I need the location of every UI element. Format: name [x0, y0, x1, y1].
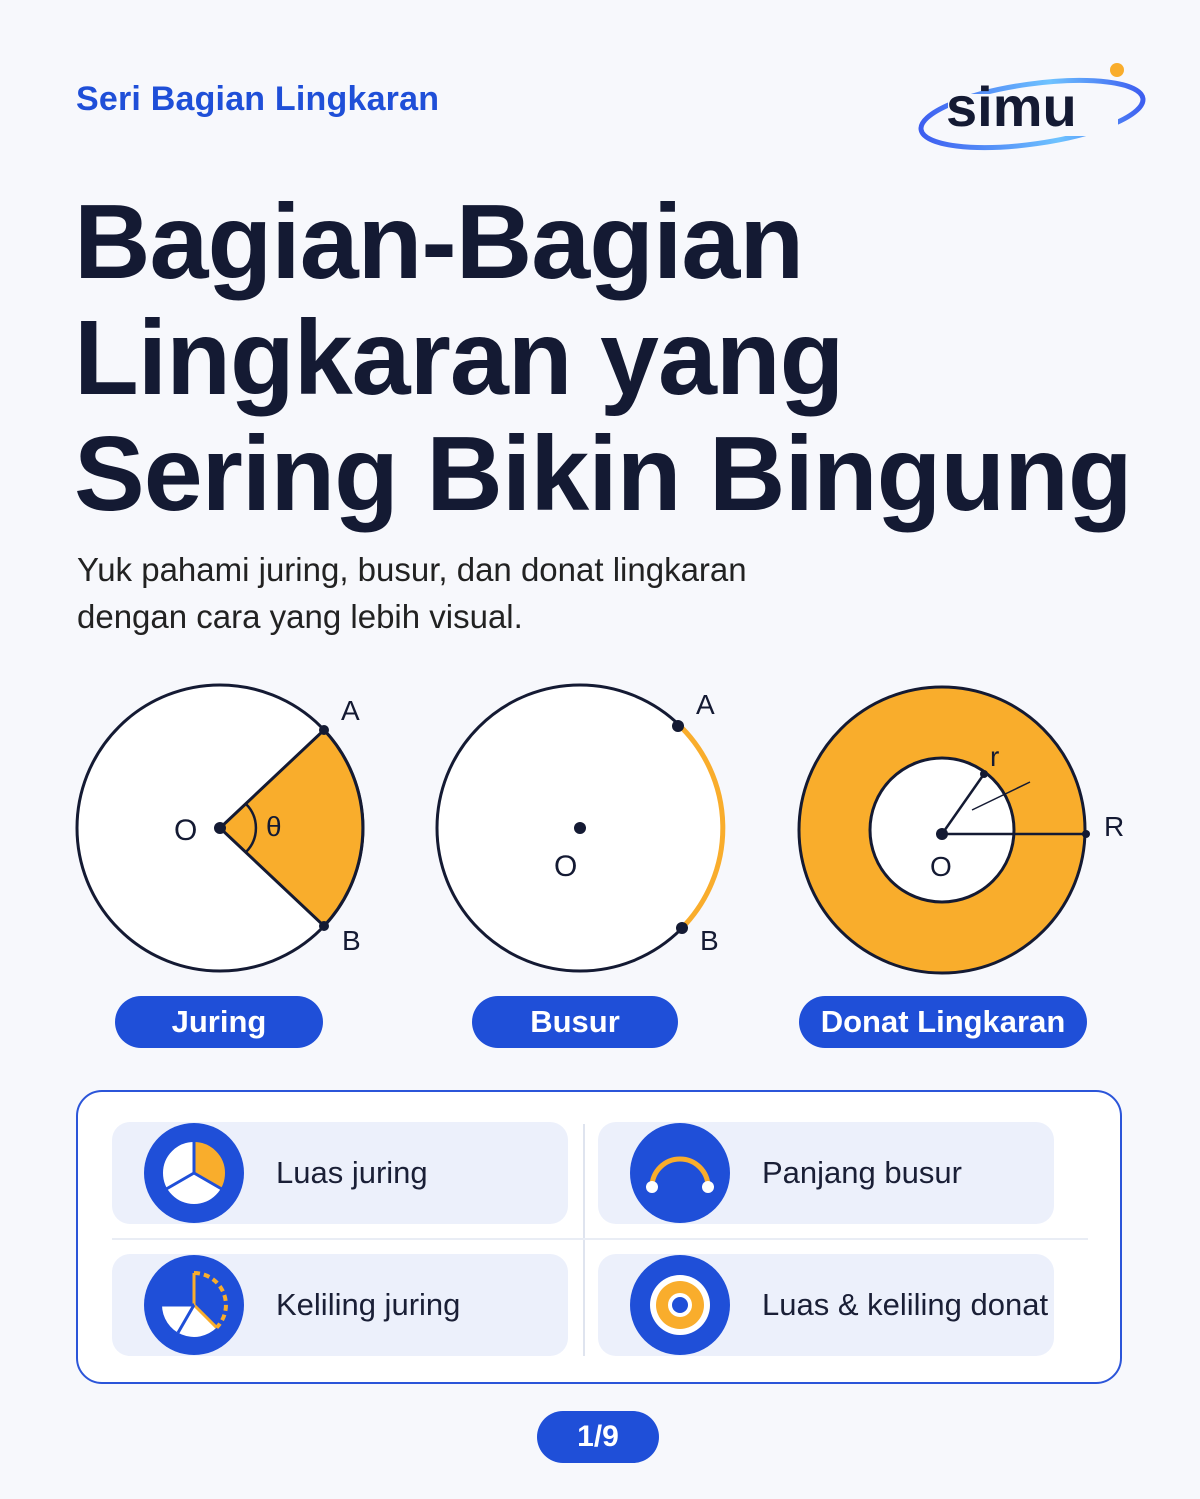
busur-diagram [430, 670, 760, 990]
page-indicator: 1/9 [537, 1411, 659, 1463]
juring-diagram [60, 670, 390, 990]
title-line: Sering Bikin Bingung [74, 415, 1132, 533]
arc-icon [630, 1123, 730, 1223]
point-b-label: B [342, 925, 361, 956]
ring-icon [630, 1255, 730, 1355]
inner-radius-label: r [990, 741, 1000, 772]
outer-radius-label: R [1104, 811, 1125, 842]
donat-label-pill: Donat Lingkaran [799, 996, 1087, 1048]
page-subtitle [77, 546, 977, 640]
topic-card-keliling-juring [112, 1254, 568, 1356]
page-title [74, 184, 1164, 532]
topic-card-luas-juring [112, 1122, 568, 1224]
point-b-label: B [700, 925, 719, 956]
topic-card-panjang-busur [598, 1122, 1054, 1224]
busur-label-pill: Busur [472, 996, 678, 1048]
title-line: Lingkaran yang [74, 299, 844, 417]
topic-label: Panjang busur [762, 1155, 962, 1190]
simu-logo [912, 56, 1156, 160]
angle-label: θ [266, 811, 282, 842]
logo-text: simu [946, 75, 1077, 138]
juring-label-pill: Juring [115, 996, 323, 1048]
donat-diagram [790, 670, 1140, 990]
topic-card-donat [598, 1254, 1054, 1356]
topics-panel [76, 1090, 1122, 1384]
topic-label: Luas juring [276, 1155, 428, 1190]
pie-sector-icon [144, 1123, 244, 1223]
topic-label: Luas & keliling donat [762, 1287, 1049, 1322]
subtitle-line: Yuk pahami juring, busur, dan donat lingkaran [77, 551, 747, 588]
title-line: Bagian-Bagian [74, 183, 804, 301]
subtitle-line: dengan cara yang lebih visual. [77, 598, 523, 635]
panel-horizontal-divider [112, 1238, 1088, 1240]
point-a-label: A [696, 689, 715, 720]
series-label: Seri Bagian Lingkaran [76, 80, 440, 118]
center-label: O [930, 851, 952, 882]
center-label: O [554, 850, 578, 883]
panel-vertical-divider [583, 1124, 585, 1356]
point-a-label: A [341, 695, 360, 726]
center-label: O [174, 814, 198, 847]
sector-perimeter-icon [144, 1255, 244, 1355]
topic-label: Keliling juring [276, 1287, 461, 1322]
